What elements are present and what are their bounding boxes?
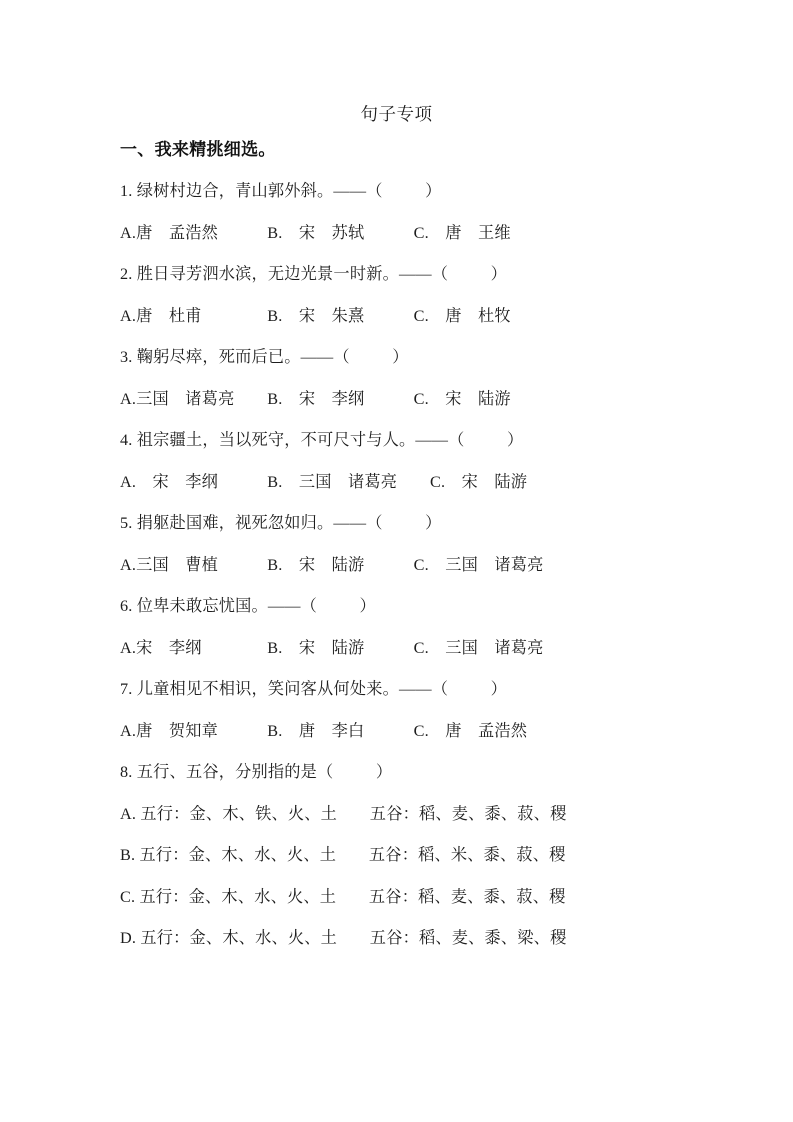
question-stem-3-text: 3. 鞠躬尽瘁，死而后已。——（ ） bbox=[120, 348, 409, 366]
question-stem-1-text: 1. 绿树村边合，青山郭外斜。——（ ） bbox=[120, 182, 442, 200]
question-options-5-text: A.三国 曹植 B. 宋 陆游 C. 三国 诸葛亮 bbox=[120, 555, 544, 574]
question-options-7[interactable] bbox=[120, 723, 680, 765]
question-stem-8 bbox=[120, 764, 680, 806]
question-8-option-d-text: D. 五行：金、木、水、火、土 五谷：稻、麦、黍、梁、稷 bbox=[120, 929, 567, 947]
question-8-option-b-text: B. 五行：金、木、水、火、土 五谷：稻、米、黍、菽、稷 bbox=[120, 846, 566, 864]
question-stem-8-text: 8. 五行、五谷，分别指的是（ ） bbox=[120, 763, 393, 781]
question-stem-2 bbox=[120, 266, 680, 308]
question-options-6[interactable] bbox=[120, 640, 680, 682]
question-8-option-c[interactable] bbox=[120, 889, 680, 931]
question-options-1[interactable] bbox=[120, 225, 680, 267]
question-stem-4 bbox=[120, 432, 680, 474]
question-options-5[interactable] bbox=[120, 557, 680, 599]
question-options-3-text: A.三国 诸葛亮 B. 宋 李纲 C. 宋 陆游 bbox=[120, 389, 511, 408]
question-stem-2-text: 2. 胜日寻芳泗水滨，无边光景一时新。——（ ） bbox=[120, 265, 508, 283]
question-options-1-text: A.唐 孟浩然 B. 宋 苏轼 C. 唐 王维 bbox=[120, 223, 511, 242]
question-stem-7-text: 7. 儿童相见不相识，笑问客从何处来。——（ ） bbox=[120, 680, 508, 698]
question-options-2[interactable] bbox=[120, 308, 680, 350]
question-options-4[interactable] bbox=[120, 474, 680, 516]
question-stem-3 bbox=[120, 349, 680, 391]
question-8-option-a[interactable] bbox=[120, 806, 680, 848]
question-8-option-c-text: C. 五行：金、木、水、火、土 五谷：稻、麦、黍、菽、稷 bbox=[120, 887, 566, 906]
worksheet-body bbox=[120, 141, 680, 972]
question-8-option-d[interactable] bbox=[120, 930, 680, 972]
question-stem-4-text: 4. 祖宗疆土，当以死守，不可尺寸与人。——（ ） bbox=[120, 431, 524, 449]
question-options-3[interactable] bbox=[120, 391, 680, 433]
question-stem-6-text: 6. 位卑未敢忘忧国。——（ ） bbox=[120, 597, 376, 615]
question-8-option-a-text: A. 五行：金、木、铁、火、土 五谷：稻、麦、黍、菽、稷 bbox=[120, 804, 567, 823]
question-options-6-text: A.宋 李纲 B. 宋 陆游 C. 三国 诸葛亮 bbox=[120, 638, 544, 657]
question-options-4-text: A. 宋 李纲 B. 三国 诸葛亮 C. 宋 陆游 bbox=[120, 472, 528, 491]
section-heading-part-one: 一、我来精挑细选。 bbox=[120, 140, 276, 159]
page-title: 句子专项 bbox=[360, 104, 433, 124]
question-stem-1 bbox=[120, 183, 680, 225]
question-options-2-text: A.唐 杜甫 B. 宋 朱熹 C. 唐 杜牧 bbox=[120, 306, 511, 325]
question-stem-7 bbox=[120, 681, 680, 723]
question-stem-5-text: 5. 捐躯赴国难，视死忽如归。——（ ） bbox=[120, 514, 442, 532]
question-options-7-text: A.唐 贺知章 B. 唐 李白 C. 唐 孟浩然 bbox=[120, 721, 528, 740]
question-8-option-b[interactable] bbox=[120, 847, 680, 889]
question-stem-6 bbox=[120, 598, 680, 640]
question-stem-5 bbox=[120, 515, 680, 557]
